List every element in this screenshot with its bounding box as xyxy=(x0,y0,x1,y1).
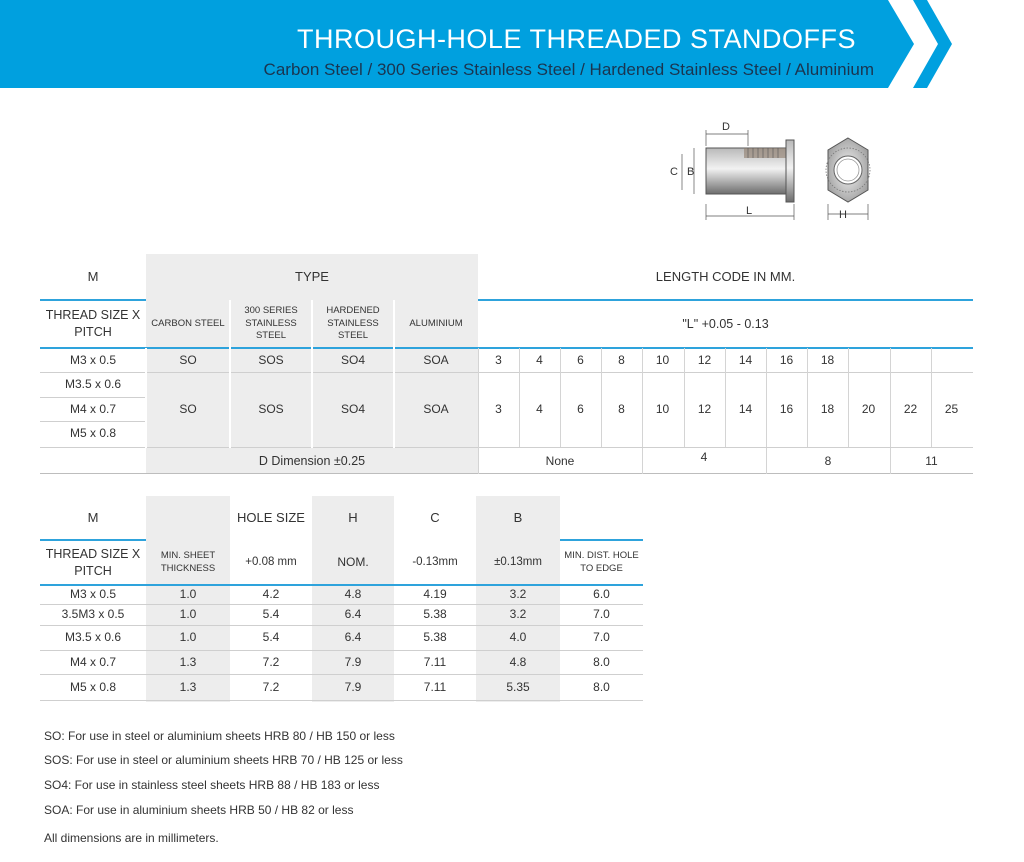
t2-row-value: 1.0 xyxy=(179,630,197,645)
t2-row-value: 4.0 xyxy=(509,630,527,645)
note-sos: SOS: For use in steel or aluminium sheets HRB 70 / HB 125 or less xyxy=(44,753,403,767)
t2-row-value: 1.3 xyxy=(179,654,197,669)
t1-group-type-so4: SO4 xyxy=(340,401,365,416)
t1-row1-type-so: SO xyxy=(179,352,197,367)
t1-rule xyxy=(40,299,146,301)
t1-head-type: TYPE xyxy=(295,269,329,285)
t1-rule xyxy=(478,299,973,301)
t1-d-value: None xyxy=(545,454,575,469)
t1-row1-thread: M3 x 0.5 xyxy=(69,352,117,367)
t2-head-hole: HOLE SIZE xyxy=(237,510,305,526)
t2-row-value: 5.4 xyxy=(262,607,280,622)
t1-group-length: 8 xyxy=(618,401,625,416)
t1-group-length: 14 xyxy=(738,401,753,416)
t2-row-value: 7.2 xyxy=(262,679,280,694)
t1-divider xyxy=(229,300,231,448)
t1-group-length: 10 xyxy=(655,401,670,416)
t2-row-value: 5.4 xyxy=(262,630,280,645)
page-subtitle: Carbon Steel / 300 Series Stainless Steel / Hardened Stainless Steel / Aluminium xyxy=(263,60,874,79)
t1-group-thread: M5 x 0.8 xyxy=(69,426,117,441)
t1-divider xyxy=(519,348,520,447)
page-title: THROUGH-HOLE THREADED STANDOFFS xyxy=(296,24,856,54)
note-so4: SO4: For use in stainless steel sheets HRB 88 / HB 183 or less xyxy=(44,778,380,792)
t2-row-value: 6.0 xyxy=(593,587,610,602)
t1-row1-length: 6 xyxy=(577,352,584,367)
t2-row-value: 7.11 xyxy=(423,679,447,694)
t2-row-value: 1.3 xyxy=(179,679,197,694)
t1-group-length: 18 xyxy=(820,401,835,416)
t2-row-value: 4.8 xyxy=(509,654,527,669)
t1-row1-length: 3 xyxy=(495,352,502,367)
t2-row-thread: M3 x 0.5 xyxy=(69,587,117,602)
t2-head-c: C xyxy=(430,510,440,526)
t1-row1-length: 14 xyxy=(738,352,753,367)
t1-divider xyxy=(560,348,561,447)
t1-divider xyxy=(642,348,643,447)
t2-rule xyxy=(40,700,643,701)
t1-row1-length: 12 xyxy=(697,352,712,367)
t2-sub-nom: NOM. xyxy=(337,555,369,570)
t2-row-thread: M4 x 0.7 xyxy=(69,654,117,669)
header-banner xyxy=(0,0,1024,88)
t1-row1-type-so4: SO4 xyxy=(340,352,365,367)
t1-col-hardened: HARDENED STAINLESS STEEL xyxy=(326,304,380,342)
t1-divider xyxy=(766,448,767,474)
t1-d-dimension-label: D Dimension ±0.25 xyxy=(258,454,366,469)
t1-row1-length: 10 xyxy=(655,352,670,367)
t2-rule xyxy=(560,539,643,541)
t1-divider xyxy=(601,348,602,447)
t2-row-value: 7.0 xyxy=(593,607,610,622)
t2-row-thread: M3.5 x 0.6 xyxy=(64,630,122,645)
diagram-label-h: H xyxy=(839,209,847,221)
t1-divider xyxy=(766,348,767,447)
t1-group-type-soa: SOA xyxy=(423,401,449,416)
note-soa: SOA: For use in aluminium sheets HRB 50 / HB 82 or less xyxy=(44,803,354,817)
t1-group-thread: M4 x 0.7 xyxy=(69,401,117,416)
t1-d-value: 4 xyxy=(700,450,708,465)
t2-row-value: 5.38 xyxy=(423,630,447,645)
t1-col-aluminium: ALUMINIUM xyxy=(409,317,463,329)
t1-divider xyxy=(807,348,808,447)
t2-head-h: H xyxy=(348,510,358,526)
t2-head-m: M xyxy=(87,510,99,526)
t1-group-length: 4 xyxy=(536,401,543,416)
t2-row-value: 6.4 xyxy=(344,607,362,622)
t1-length-tolerance: "L" +0.05 - 0.13 xyxy=(682,316,769,331)
t2-row-value: 7.9 xyxy=(344,654,362,669)
t1-divider xyxy=(478,348,479,474)
t2-row-thread: M5 x 0.8 xyxy=(69,679,117,694)
t2-row-value: 5.38 xyxy=(423,607,447,622)
t2-row-value: 7.2 xyxy=(262,654,280,669)
t1-group-type-sos: SOS xyxy=(258,401,284,416)
t1-group-length: 20 xyxy=(861,401,876,416)
t1-divider xyxy=(931,348,932,447)
note-so: SO: For use in steel or aluminium sheets HRB 80 / HB 150 or less xyxy=(44,729,395,743)
note-units: All dimensions are in millimeters. xyxy=(44,831,219,845)
t1-group-length: 16 xyxy=(779,401,794,416)
t1-divider xyxy=(890,448,891,474)
t1-divider xyxy=(684,348,685,447)
t1-divider xyxy=(642,448,643,474)
t1-group-length: 22 xyxy=(903,401,918,416)
t1-rule xyxy=(40,473,973,474)
diagram-label-d: D xyxy=(722,121,730,133)
diagram-label-l: L xyxy=(746,205,753,217)
t2-rule xyxy=(40,584,643,586)
t1-divider xyxy=(393,300,395,448)
t2-sub-min-dist: MIN. DIST. HOLE TO EDGE xyxy=(564,549,639,574)
t2-sub-min-sheet: MIN. SHEET THICKNESS xyxy=(160,549,216,574)
t1-row1-type-sos: SOS xyxy=(258,352,284,367)
standoff-diagram xyxy=(668,118,888,228)
t2-thread-label: THREAD SIZE X PITCH xyxy=(45,546,141,578)
t1-divider xyxy=(145,348,147,448)
t2-row-value: 3.2 xyxy=(509,587,527,602)
t1-rule xyxy=(40,447,973,448)
t1-row1-length: 4 xyxy=(536,352,543,367)
t2-row-value: 4.8 xyxy=(344,587,362,602)
t1-group-thread: M3.5 x 0.6 xyxy=(64,377,122,392)
t1-rule xyxy=(40,397,146,398)
t1-rule xyxy=(40,347,973,349)
t2-row-value: 1.0 xyxy=(179,607,197,622)
t1-col-300-series: 300 SERIES STAINLESS STEEL xyxy=(244,304,298,342)
t2-row-value: 7.11 xyxy=(423,654,447,669)
t1-divider xyxy=(725,348,726,447)
t2-row-value: 1.0 xyxy=(179,587,197,602)
t1-group-length: 3 xyxy=(495,401,502,416)
diagram-label-c: C xyxy=(670,166,678,178)
t1-d-value: 8 xyxy=(824,454,832,469)
t2-head-b: B xyxy=(513,510,523,526)
t1-group-type-so: SO xyxy=(179,401,197,416)
t1-divider xyxy=(890,348,891,447)
t2-row-value: 6.4 xyxy=(344,630,362,645)
t1-d-value: 11 xyxy=(925,454,938,469)
t2-row-value: 7.0 xyxy=(593,630,610,645)
t1-group-length: 12 xyxy=(697,401,712,416)
t2-row-value: 3.2 xyxy=(509,607,527,622)
t1-divider xyxy=(311,300,313,448)
t2-row-value: 8.0 xyxy=(593,679,610,694)
t1-group-length: 25 xyxy=(944,401,959,416)
t1-thread-label: THREAD SIZE X PITCH xyxy=(45,308,141,339)
t2-sub-b-tol: ±0.13mm xyxy=(494,555,542,568)
t1-rule xyxy=(40,421,146,422)
t2-row-value: 5.35 xyxy=(506,679,530,694)
t2-row-value: 8.0 xyxy=(593,654,610,669)
t2-sub-c-tol: -0.13mm xyxy=(412,555,458,568)
t1-divider xyxy=(848,348,849,447)
t1-rule xyxy=(40,372,973,373)
diagram-label-b: B xyxy=(687,166,695,178)
t2-row-value: 7.9 xyxy=(344,679,362,694)
t2-row-thread: 3.5M3 x 0.5 xyxy=(61,607,125,622)
t1-row1-length: 18 xyxy=(820,352,835,367)
t1-group-length: 6 xyxy=(577,401,584,416)
t1-col-carbon-steel: CARBON STEEL xyxy=(151,317,225,329)
t2-sub-hole-tol: +0.08 mm xyxy=(245,555,297,568)
t2-row-value: 4.2 xyxy=(262,587,280,602)
t1-head-m: M xyxy=(87,269,99,285)
t1-row1-length: 8 xyxy=(618,352,625,367)
t1-row1-type-soa: SOA xyxy=(423,352,449,367)
t2-rule xyxy=(40,539,146,541)
t1-head-length: LENGTH CODE IN MM. xyxy=(655,269,796,285)
t1-row1-length: 16 xyxy=(779,352,794,367)
t2-row-value: 4.19 xyxy=(423,587,447,602)
